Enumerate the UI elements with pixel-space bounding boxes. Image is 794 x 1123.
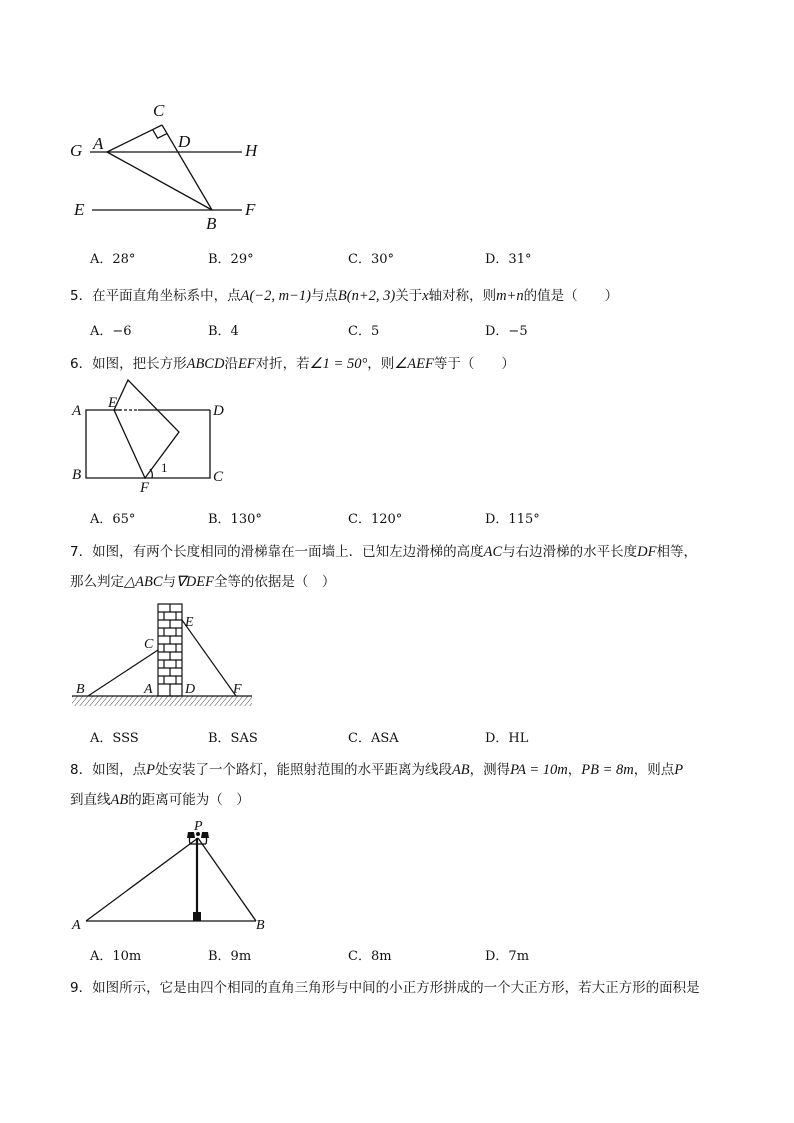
label-E: E <box>185 615 194 630</box>
option-c[interactable]: C．120° <box>348 512 403 527</box>
point-b: B(n+2, 3) <box>337 288 396 304</box>
figure-q4-parallel-lines <box>60 98 280 238</box>
figure-q7-slides-and-wall <box>70 598 260 712</box>
label-P: P <box>194 819 203 834</box>
options-q7 <box>90 727 730 745</box>
options-q5 <box>90 320 730 338</box>
label-A: A <box>72 403 82 419</box>
option-b[interactable]: B．29° <box>208 252 254 267</box>
question-number: 9． <box>70 980 93 996</box>
option-a[interactable]: A．65° <box>90 512 136 527</box>
label-D: D <box>185 682 196 697</box>
option-c[interactable]: C．ASA <box>348 731 399 746</box>
question-9: 9．如图所示，它是由四个相同的直角三角形与中间的小正方形拼成的一个大正方形，若大正方形的面积是 <box>70 980 700 996</box>
option-c[interactable]: C．30° <box>348 252 394 267</box>
option-d[interactable]: D．−5 <box>485 324 528 339</box>
option-b[interactable]: B．9m <box>208 949 252 964</box>
option-c[interactable]: C．8m <box>348 949 392 964</box>
question-6: 6．如图，把长方形ABCD沿EF对折，若∠1 = 50°，则∠AEF等于（ ） <box>70 356 515 372</box>
option-a[interactable]: A．28° <box>90 252 136 267</box>
option-b[interactable]: B．130° <box>208 512 262 527</box>
option-b[interactable]: B．SAS <box>208 731 258 746</box>
question-5: 5．在平面直角坐标系中，点A(−2, m−1)与点B(n+2, 3)关于x轴对称，则m+n的值是（ ） <box>70 288 619 304</box>
label-C: C <box>144 637 154 652</box>
label-A: A <box>72 918 81 933</box>
option-d[interactable]: D．HL <box>485 731 529 746</box>
label-B: B <box>256 918 265 933</box>
option-a[interactable]: A．10m <box>90 949 142 964</box>
label-F: F <box>245 200 256 219</box>
label-D: D <box>213 403 224 419</box>
label-H: H <box>245 141 258 160</box>
question-number: 8． <box>70 762 93 778</box>
figure-q8-street-lamp <box>66 814 276 934</box>
label-B: B <box>72 467 82 483</box>
point-a: A(−2, m−1) <box>240 288 311 304</box>
option-c[interactable]: C．5 <box>348 324 380 339</box>
option-d[interactable]: D．7m <box>485 949 530 964</box>
option-a[interactable]: A．SSS <box>90 731 139 746</box>
label-E: E <box>108 395 118 411</box>
option-a[interactable]: A．−6 <box>90 324 132 339</box>
label-A: A <box>93 134 104 153</box>
option-d[interactable]: D．115° <box>485 512 540 527</box>
options-q4 <box>90 248 730 266</box>
label-C: C <box>213 469 224 485</box>
label-E: E <box>74 200 85 219</box>
question-7-line-2: 那么判定△ABC与∇DEF全等的依据是（ ） <box>70 574 336 590</box>
options-q8 <box>90 945 730 963</box>
label-B: B <box>206 214 217 233</box>
options-q6 <box>90 508 730 526</box>
label-A: A <box>144 682 153 697</box>
label-F: F <box>233 682 242 697</box>
question-number: 5． <box>70 288 93 304</box>
question-8-line-1: 8．如图，点P处安装了一个路灯，能照射范围的水平距离为线段AB，测得PA = 10m，PB = 8m，则点P <box>70 762 684 778</box>
label-F: F <box>140 480 150 496</box>
option-d[interactable]: D．31° <box>485 252 532 267</box>
question-number: 7． <box>70 544 93 560</box>
label-D: D <box>178 132 191 151</box>
label-C: C <box>153 101 165 120</box>
figure-q6-folded-rectangle <box>66 374 246 496</box>
question-number: 6． <box>70 356 93 372</box>
question-7-line-1: 7．如图，有两个长度相同的滑梯靠在一面墙上．已知左边滑梯的高度AC与右边滑梯的水平长度DF相等， <box>70 544 697 560</box>
label-angle-1: 1 <box>161 460 168 475</box>
question-8-line-2: 到直线AB的距离可能为（ ） <box>70 792 250 808</box>
label-G: G <box>70 141 83 160</box>
label-B: B <box>76 682 85 697</box>
option-b[interactable]: B．4 <box>208 324 239 339</box>
